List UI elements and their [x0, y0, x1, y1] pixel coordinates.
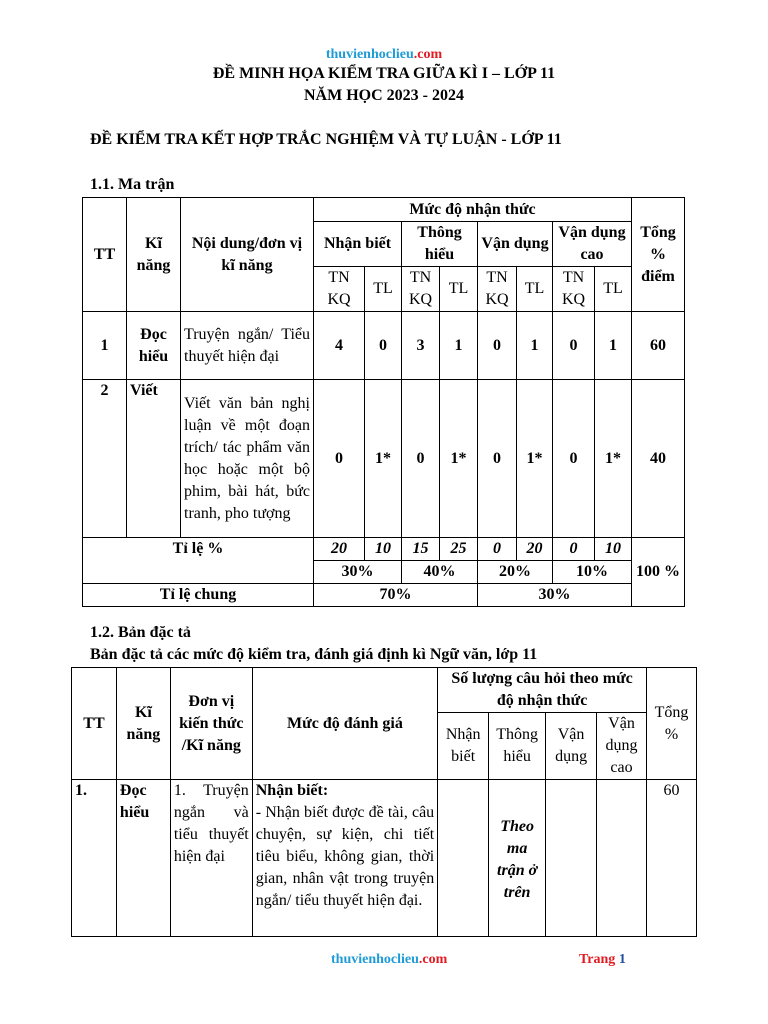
spec-level-header: Vận dụng cao	[597, 713, 647, 780]
matrix-level-header: Thông hiểu	[402, 222, 478, 267]
section-matrix-heading: 1.1. Ma trận	[90, 176, 175, 193]
matrix-header-skill: Kĩ năng	[127, 198, 181, 312]
ratio-cell: 15	[402, 538, 440, 561]
matrix-row-tt: 1	[83, 312, 127, 380]
matrix-cell: 0	[402, 380, 440, 538]
ratio-cell: 0	[553, 538, 595, 561]
spec-header-unit: Đơn vị kiến thức /Kĩ năng	[170, 668, 252, 780]
spec-header-eval: Mức độ đánh giá	[252, 668, 437, 780]
spec-header-count: Số lượng câu hỏi theo mức độ nhận thức	[438, 668, 647, 713]
matrix-level-header: Vận dụng	[478, 222, 553, 267]
matrix-row-total: 40	[632, 380, 685, 538]
general-ratio-value: 70%	[314, 584, 478, 607]
spec-header-skill: Kĩ năng	[116, 668, 170, 780]
matrix-row-content: Truyện ngắn/ Tiểu thuyết hiện đại	[181, 312, 314, 380]
spec-level-header: Vận dụng	[546, 713, 597, 780]
ratio-cell: 10	[595, 538, 632, 561]
matrix-subheader: TN KQ	[314, 267, 365, 312]
ratio-level: 10%	[553, 561, 632, 584]
spec-cell	[597, 780, 647, 937]
matrix-header-content: Nội dung/đơn vị kĩ năng	[181, 198, 314, 312]
matrix-cell: 1	[440, 312, 478, 380]
matrix-row-total: 60	[632, 312, 685, 380]
matrix-header-tt: TT	[83, 198, 127, 312]
header-brand: thuvienhoclieu.com	[325, 47, 443, 62]
eval-level-title: Nhận biết:	[255, 782, 329, 799]
matrix-table	[82, 197, 685, 607]
matrix-cell: 3	[402, 312, 440, 380]
matrix-row-skill: Đọc hiểu	[127, 312, 181, 380]
spec-level-header: Thông hiểu	[489, 713, 546, 780]
ratio-total: 100 %	[632, 538, 685, 607]
matrix-cell: 0	[314, 380, 365, 538]
spec-row-eval	[252, 780, 437, 937]
matrix-subheader: TL	[440, 267, 478, 312]
spec-header-tt: TT	[72, 668, 117, 780]
matrix-cell: 1*	[517, 380, 553, 538]
spec-row-unit: 1. Truyện ngắn và tiểu thuyết hiện đại	[170, 780, 252, 937]
document-title: ĐỀ MINH HỌA KIỂM TRA GIỮA KÌ I – LỚP 11	[212, 65, 556, 82]
section-spec-subheading: Bản đặc tả các mức độ kiểm tra, đánh giá định kì Ngữ văn, lớp 11	[90, 646, 538, 663]
matrix-cell: 1	[517, 312, 553, 380]
general-ratio-value: 30%	[478, 584, 632, 607]
matrix-subheader: TL	[365, 267, 402, 312]
ratio-cell: 20	[517, 538, 553, 561]
matrix-level-header: Nhận biết	[314, 222, 402, 267]
ratio-label: Tỉ lệ %	[83, 538, 314, 584]
spec-header-total: Tổng %	[646, 668, 696, 780]
spec-cell	[546, 780, 597, 937]
school-year: NĂM HỌC 2023 - 2024	[304, 87, 464, 104]
footer-brand: thuvienhoclieu.com	[331, 952, 448, 967]
ratio-cell: 25	[440, 538, 478, 561]
general-ratio-label: Tỉ lệ chung	[83, 584, 314, 607]
spec-table	[71, 667, 697, 937]
matrix-level-header: Vận dụng cao	[553, 222, 632, 267]
matrix-header-levels: Mức độ nhận thức	[314, 198, 632, 222]
ratio-level: 30%	[314, 561, 402, 584]
ratio-cell: 10	[365, 538, 402, 561]
matrix-cell: 1*	[595, 380, 632, 538]
matrix-cell: 0	[478, 380, 517, 538]
spec-cell	[438, 780, 489, 937]
matrix-subheader: TL	[517, 267, 553, 312]
matrix-subheader: TN KQ	[553, 267, 595, 312]
matrix-subheader: TL	[595, 267, 632, 312]
eval-level-text: - Nhận biết được đề tài, câu chuyện, sự kiện, chi tiết tiêu biểu, không gian, thời gian, nhân vật trong truyện ngắn/ tiểu thuyết hiện đại.	[255, 804, 435, 909]
spec-row-tt: 1.	[72, 780, 117, 937]
matrix-cell: 1	[595, 312, 632, 380]
matrix-cell: 0	[553, 312, 595, 380]
matrix-cell: 1*	[440, 380, 478, 538]
exam-subtitle: ĐỀ KIỂM TRA KẾT HỢP TRẮC NGHIỆM VÀ TỰ LUẬN - LỚP 11	[90, 131, 562, 148]
page-number: Trang 1	[579, 952, 626, 967]
ratio-level: 20%	[478, 561, 553, 584]
spec-level-header: Nhận biết	[438, 713, 489, 780]
matrix-row-content: Viết văn bản nghị luận về một đoạn trích/ tác phẩm văn học hoặc một bộ phim, bài hát, bức tranh, pho tượng	[181, 380, 314, 538]
ratio-level: 40%	[402, 561, 478, 584]
matrix-subheader: TN KQ	[478, 267, 517, 312]
matrix-cell: 0	[478, 312, 517, 380]
spec-row-total: 60	[646, 780, 696, 937]
matrix-cell: 4	[314, 312, 365, 380]
ratio-cell: 0	[478, 538, 517, 561]
ratio-cell: 20	[314, 538, 365, 561]
matrix-cell: 1*	[365, 380, 402, 538]
spec-row-skill: Đọc hiểu	[116, 780, 170, 937]
matrix-cell: 0	[365, 312, 402, 380]
matrix-row-skill: Viết	[127, 380, 181, 538]
matrix-subheader: TN KQ	[402, 267, 440, 312]
section-spec-heading: 1.2. Bản đặc tả	[90, 624, 191, 641]
matrix-row-tt: 2	[83, 380, 127, 538]
matrix-cell: 0	[553, 380, 595, 538]
spec-note: Theo ma trận ở trên	[489, 780, 546, 937]
matrix-header-total: Tổng % điểm	[632, 198, 685, 312]
